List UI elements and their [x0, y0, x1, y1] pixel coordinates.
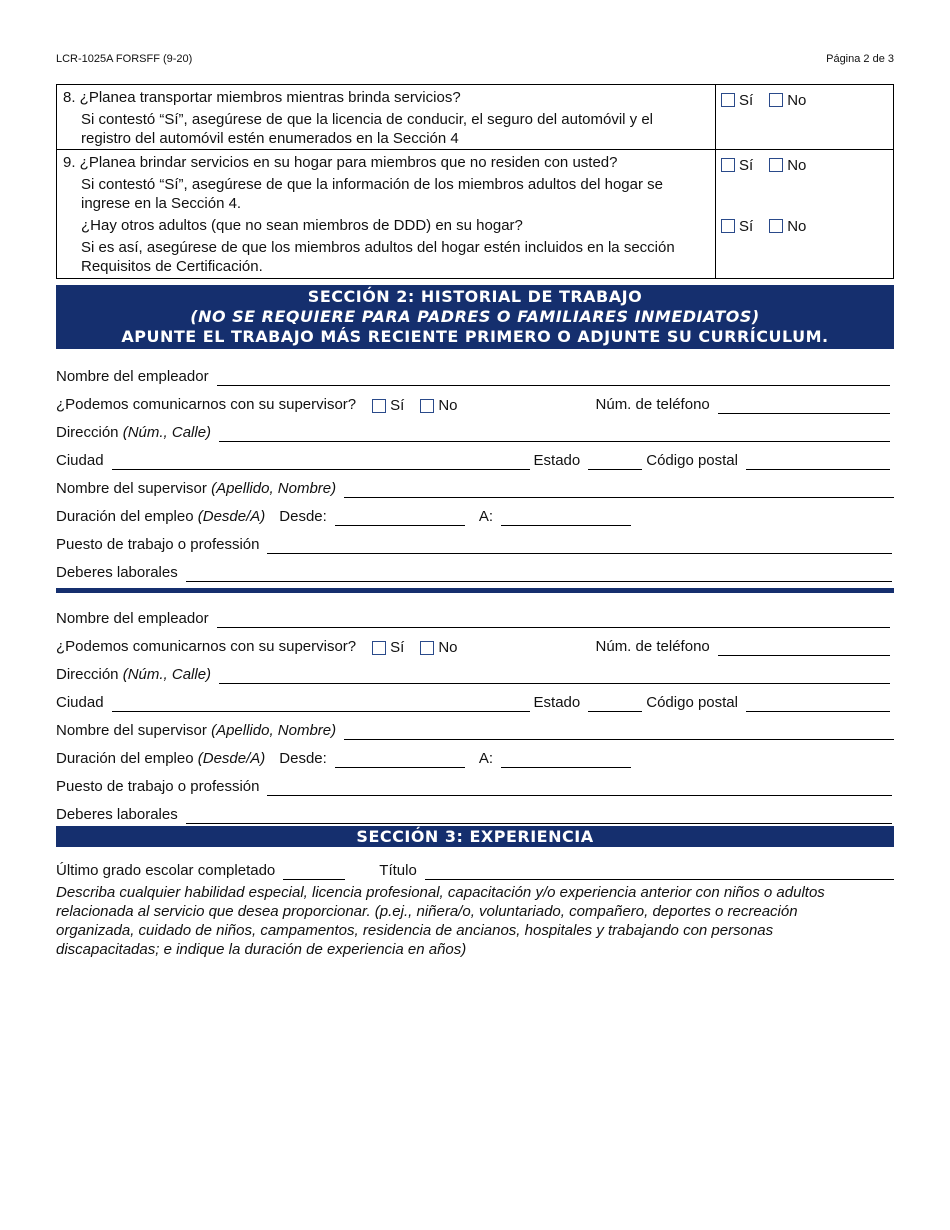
q8-no-option[interactable]: No	[769, 92, 806, 109]
employer-1-contact-yes[interactable]: Sí	[372, 397, 404, 414]
employer-1-name-field[interactable]	[217, 368, 890, 386]
address-hint: (Núm., Calle)	[122, 666, 212, 683]
employer-2-zip-field[interactable]	[746, 694, 890, 712]
to-label: A:	[478, 750, 493, 767]
q9-no-option[interactable]: No	[769, 157, 806, 174]
question-8-row	[57, 85, 893, 149]
city-label: Ciudad	[56, 452, 104, 469]
employer-divider	[56, 588, 894, 593]
employer-2-position-field[interactable]	[267, 778, 892, 796]
question-8-text: 8. ¿Planea transportar miembros mientras brinda servicios?	[63, 89, 461, 106]
section-2-banner	[56, 285, 894, 349]
q9b-yes-option[interactable]: Sí	[721, 218, 753, 235]
city-label: Ciudad	[56, 694, 104, 711]
employer-2-duties-field[interactable]	[186, 806, 892, 824]
employer-2-position-row	[56, 772, 894, 796]
employer-1-from-field[interactable]	[335, 508, 465, 526]
employer-2-contact-row	[56, 632, 894, 656]
address-hint: (Núm., Calle)	[122, 424, 212, 441]
q8-no-checkbox[interactable]	[769, 93, 783, 107]
experience-description: Describa cualquier habilidad especial, licencia profesional, capacitación y/o experiencia anterior con niños o adultos relacionada al servicio que desea proporcionar. (p.ej., niñera/o, voluntariado, compañero, deportes o recreación organizada, cuidado de niños, campamentos, residencia de ancianos, hospitales y trabajando con personas discapacitadas; e indique la duración de experiencia en años)	[56, 884, 825, 958]
employer-2-supervisor-row	[56, 716, 894, 740]
question-9-row	[57, 149, 893, 278]
employer-1-duties-field[interactable]	[186, 564, 892, 582]
state-label: Estado	[533, 452, 581, 469]
position-label: Puesto de trabajo o professión	[56, 536, 260, 553]
employer-2-city-field[interactable]	[112, 694, 530, 712]
employer-1-supervisor-field[interactable]	[344, 480, 894, 498]
employer-2-contact-no-checkbox[interactable]	[420, 641, 434, 655]
employer-1-position-field[interactable]	[267, 536, 892, 554]
employer-2-name-row	[56, 604, 894, 628]
contact-supervisor-label: ¿Podemos comunicarnos con su supervisor?	[56, 396, 357, 413]
zip-label: Código postal	[646, 452, 738, 469]
employer-name-label: Nombre del empleador	[56, 610, 209, 627]
to-label: A:	[478, 508, 493, 525]
employer-name-label: Nombre del empleador	[56, 368, 209, 385]
duties-label: Deberes laborales	[56, 806, 178, 823]
q8-yes-option[interactable]: Sí	[721, 92, 753, 109]
employer-1-address-field[interactable]	[219, 424, 890, 442]
degree-label: Título	[379, 862, 417, 879]
question-9-text: 9. ¿Planea brindar servicios en su hogar para miembros que no residen con usted?	[63, 154, 618, 171]
q9b-yes-checkbox[interactable]	[721, 219, 735, 233]
contact-supervisor-label: ¿Podemos comunicarnos con su supervisor?	[56, 638, 357, 655]
degree-field[interactable]	[425, 862, 894, 880]
employer-1-position-row	[56, 530, 894, 554]
employer-1-contact-no-checkbox[interactable]	[420, 399, 434, 413]
zip-label: Código postal	[646, 694, 738, 711]
section-3-title: SECCIÓN 3: EXPERIENCIA	[356, 827, 594, 846]
from-label: Desde:	[279, 750, 327, 767]
education-row	[56, 856, 894, 880]
employer-1-contact-no[interactable]: No	[420, 397, 457, 414]
employer-1-city-field[interactable]	[112, 452, 530, 470]
supervisor-name-label: Nombre del supervisor	[56, 480, 207, 497]
from-label: Desde:	[279, 508, 327, 525]
employer-1-duties-row	[56, 558, 894, 582]
section-2-title: SECCIÓN 2: HISTORIAL DE TRABAJO	[307, 287, 643, 306]
supervisor-name-label: Nombre del supervisor	[56, 722, 207, 739]
state-label: Estado	[533, 694, 581, 711]
q9-yes-checkbox[interactable]	[721, 158, 735, 172]
position-label: Puesto de trabajo o professión	[56, 778, 260, 795]
employer-2-to-field[interactable]	[501, 750, 631, 768]
supervisor-hint: (Apellido, Nombre)	[211, 480, 337, 497]
section-2-instruction: APUNTE EL TRABAJO MÁS RECIENTE PRIMERO O ADJUNTE SU CURRÍCULUM.	[121, 327, 829, 346]
supervisor-hint: (Apellido, Nombre)	[211, 722, 337, 739]
q9b-no-option[interactable]: No	[769, 218, 806, 235]
duration-hint: (Desde/A)	[197, 750, 266, 767]
employer-1-duration-row	[56, 502, 894, 526]
duration-hint: (Desde/A)	[197, 508, 266, 525]
employer-2-duties-row	[56, 800, 894, 824]
employer-2-contact-no[interactable]: No	[420, 639, 457, 656]
q9b-no-checkbox[interactable]	[769, 219, 783, 233]
employer-2-phone-field[interactable]	[718, 638, 890, 656]
duration-label: Duración del empleo	[56, 508, 194, 525]
grade-label: Último grado escolar completado	[56, 862, 276, 879]
address-label: Dirección	[56, 666, 119, 683]
duties-label: Deberes laborales	[56, 564, 178, 581]
page-number: Página 2 de 3	[826, 53, 894, 65]
employer-2-duration-row	[56, 744, 894, 768]
employer-2-contact-yes-checkbox[interactable]	[372, 641, 386, 655]
employer-1-contact-row	[56, 390, 894, 414]
question-8-note: Si contestó “Sí”, asegúrese de que la licencia de conducir, el seguro del automóvil y el registro del automóvil estén enumerados en la Sección 4	[81, 111, 653, 147]
employer-1-zip-field[interactable]	[746, 452, 890, 470]
duration-label: Duración del empleo	[56, 750, 194, 767]
q9-no-checkbox[interactable]	[769, 158, 783, 172]
question-9-sub: ¿Hay otros adultos (que no sean miembros de DDD) en su hogar?	[81, 217, 523, 234]
employer-1-to-field[interactable]	[501, 508, 631, 526]
employer-1-name-row	[56, 362, 894, 386]
section-2-subtitle: (NO SE REQUIERE PARA PADRES O FAMILIARES INMEDIATOS)	[190, 307, 760, 326]
employer-1-state-field[interactable]	[588, 452, 642, 470]
employer-2-state-field[interactable]	[588, 694, 642, 712]
employer-2-city-row	[56, 688, 894, 712]
employer-2-from-field[interactable]	[335, 750, 465, 768]
phone-label: Núm. de teléfono	[595, 638, 710, 655]
employer-2-name-field[interactable]	[217, 610, 890, 628]
q9-yes-option[interactable]: Sí	[721, 157, 753, 174]
employer-2-address-row	[56, 660, 894, 684]
employer-2-supervisor-field[interactable]	[344, 722, 894, 740]
employer-1-city-row	[56, 446, 894, 470]
phone-label: Núm. de teléfono	[595, 396, 710, 413]
employer-1-contact-yes-checkbox[interactable]	[372, 399, 386, 413]
employer-1-phone-field[interactable]	[718, 396, 890, 414]
address-label: Dirección	[56, 424, 119, 441]
employer-2-address-field[interactable]	[219, 666, 890, 684]
questions-table	[56, 84, 894, 279]
q8-yes-checkbox[interactable]	[721, 93, 735, 107]
employer-1-address-row	[56, 418, 894, 442]
employer-1-supervisor-row	[56, 474, 894, 498]
form-id: LCR-1025A FORSFF (9-20)	[56, 53, 193, 65]
question-9-note: Si contestó “Sí”, asegúrese de que la información de los miembros adultos del hogar se ingrese en la Sección 4.	[81, 176, 663, 212]
employer-2-contact-yes[interactable]: Sí	[372, 639, 404, 656]
grade-field[interactable]	[283, 862, 345, 880]
section-3-banner	[56, 826, 894, 847]
question-9-subnote: Si es así, asegúrese de que los miembros adultos del hogar estén incluidos en la sección Requisitos de Certificación.	[81, 239, 675, 275]
